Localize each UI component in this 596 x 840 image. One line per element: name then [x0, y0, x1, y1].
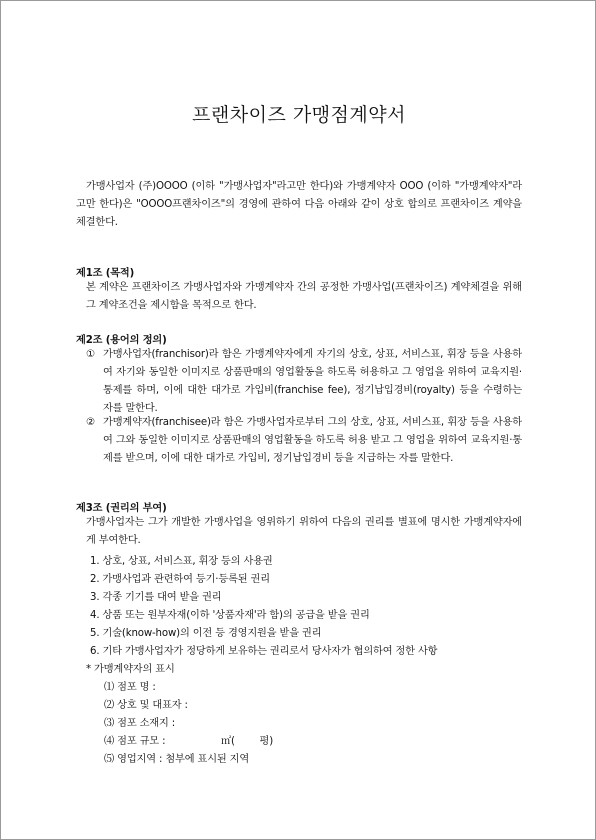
document-title: 프랜차이즈 가맹점계약서 — [192, 104, 406, 126]
item-marker: ① — [86, 349, 95, 360]
rights-list-item: 5. 기술(know-how)의 이전 등 경영지원을 받을 권리 — [90, 628, 322, 639]
article-2-item-1 — [86, 346, 522, 418]
intro-text: 가맹사업자 (주)OOOO (이하 "가맹사업자"라고만 한다)와 가맹계약자 OOO (이하 "가맹계약자"라고만 한다)은 "OOOO프랜차이즈"의 경영에 관하여 다음 아래와 같이 상호 합의로 프랜차이즈 계약을 체결한다. — [76, 181, 522, 228]
franchisee-field-store-address: ⑶ 점포 소재지 : — [104, 718, 176, 729]
article-1-body: 본 계약은 프랜차이즈 가맹사업자와 가맹계약자 간의 공정한 가맹사업(프랜차이즈) 계약체결을 위해 그 계약조건을 제시함을 목적으로 한다. — [86, 282, 522, 311]
article-1-title: 제1조 (목적) — [76, 268, 135, 279]
item-text: 가맹계약자(franchisee)라 함은 가맹사업자로부터 그의 상호, 상표, 서비스표, 휘장 등을 사용하여 그와 동일한 이미지로 상품판매의 영업활동을 하도록 허용 받고 그 영업을 위하여 교육지원·통제를 받으며, 이에 대한 대가로 가입비, 정기납입경비 등을 지급하는 자를 말한다. — [103, 417, 522, 464]
franchisee-field-business-area: ⑸ 영업지역 : 첨부에 표시된 지역 — [104, 754, 250, 765]
rights-list-item: 3. 각종 기기를 대여 받을 권리 — [90, 592, 222, 603]
rights-list-item: 1. 상호, 상표, 서비스표, 휘장 등의 사용권 — [90, 556, 273, 567]
article-3-title: 제3조 (권리의 부여) — [76, 503, 167, 514]
item-text: 가맹사업자(franchisor)라 함은 가맹계약자에게 자기의 상호, 상표, 서비스표, 휘장 등을 사용하여 자기와 동일한 이미지로 상품판매의 영업활동을 하도록 허용하고 그 영업을 위하여 교육지원·통제를 하며, 이에 대한 대가로 가입비(franchise fee), 정기납입경비(royalty) 등을 수령하는 자를 말한다. — [103, 349, 522, 414]
franchisee-field-store-name: ⑴ 점포 명 : — [104, 682, 156, 693]
rights-list-item: 2. 가맹사업과 관련하여 등기·등록된 권리 — [90, 574, 270, 585]
franchisee-field-company-rep: ⑵ 상호 및 대표자 : — [104, 700, 188, 711]
article-2-item-2 — [86, 414, 522, 468]
franchisee-note-title: * 가맹계약자의 표시 — [86, 664, 175, 675]
article-3-body: 가맹사업자는 그가 개발한 가맹사업을 영위하기 위하여 다음의 권리를 별표에 명시한 가맹계약자에게 부여한다. — [86, 517, 522, 546]
rights-list-item: 6. 기타 가맹사업자가 정당하게 보유하는 권리로서 당사자가 협의하여 정한 사항 — [90, 646, 438, 657]
article-2-title: 제2조 (용어의 정의) — [76, 335, 167, 346]
franchisee-field-store-size: ⑷ 점포 규모 : ㎡( 평) — [104, 736, 274, 747]
rights-list-item: 4. 상품 또는 원부자재(이하 '상품자재'라 함)의 공급을 받을 권리 — [90, 610, 370, 621]
intro-paragraph — [76, 178, 522, 232]
item-marker: ② — [86, 417, 95, 428]
